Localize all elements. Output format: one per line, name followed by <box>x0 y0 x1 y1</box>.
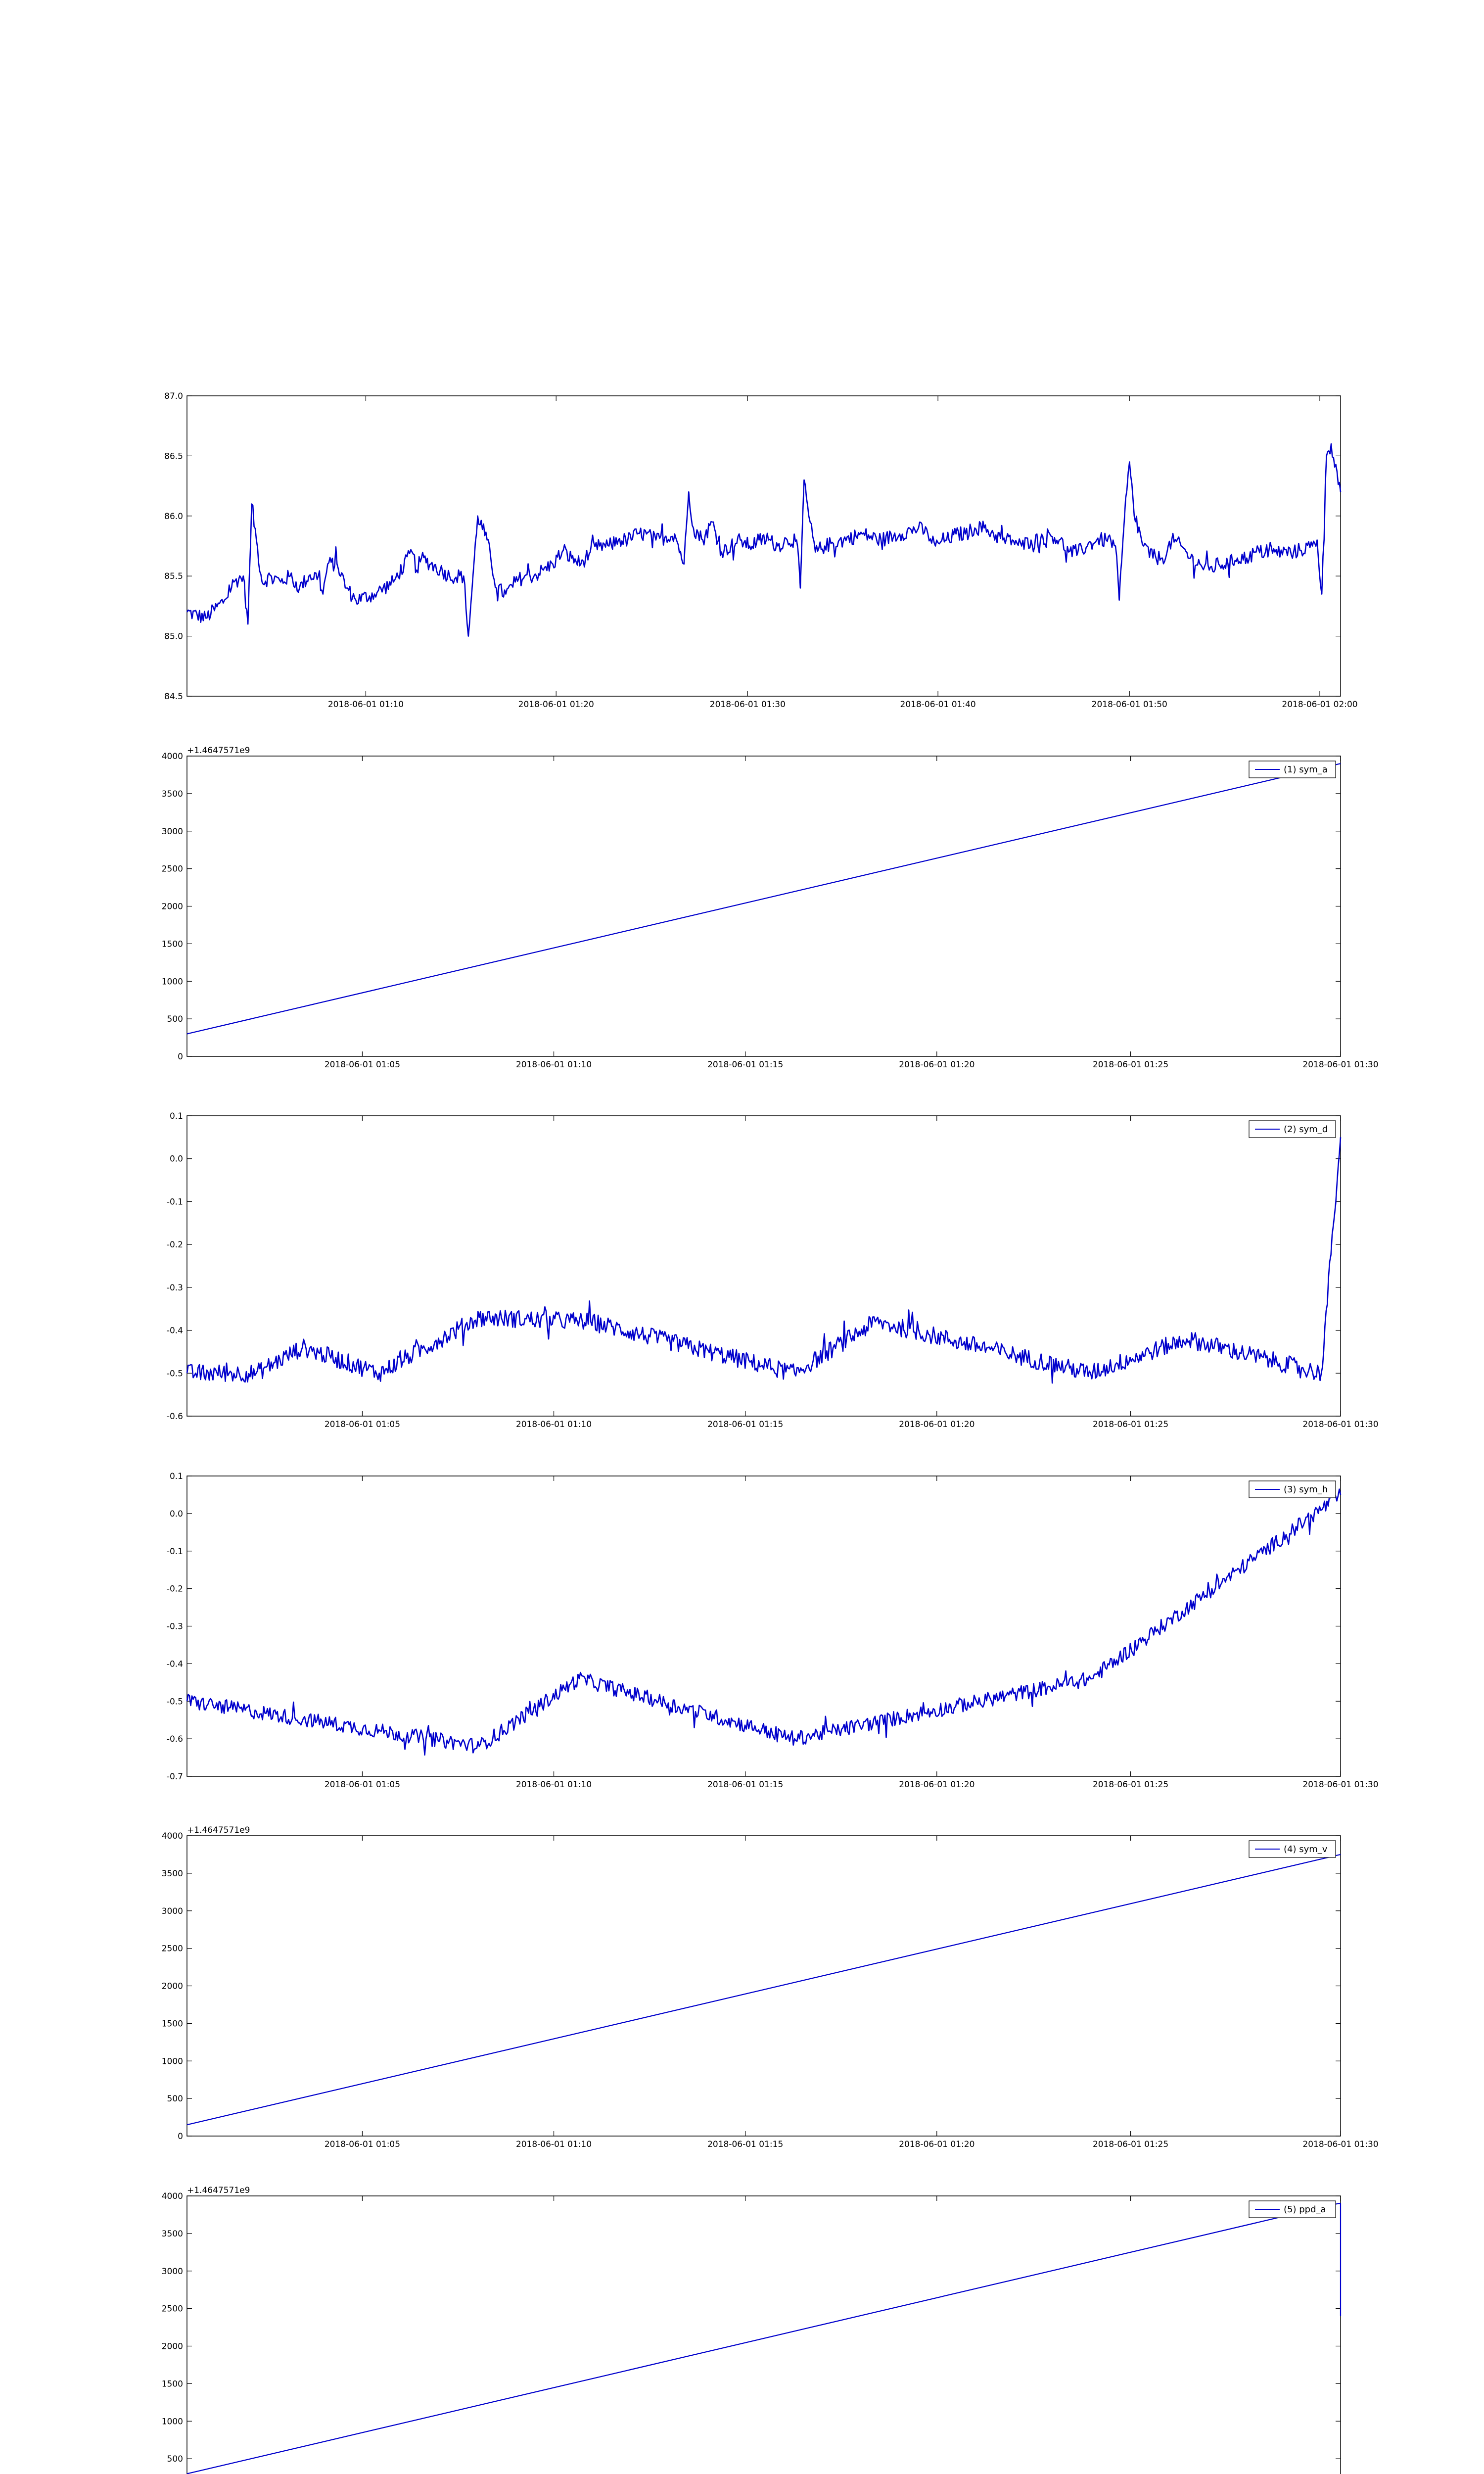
axes-frame <box>187 1476 1341 1776</box>
legend <box>1249 2201 1336 2218</box>
y-tick-label: 1500 <box>161 939 183 950</box>
y-tick-label: -0.2 <box>166 1240 183 1250</box>
y-tick-label: 4000 <box>161 752 183 761</box>
x-tick-label: 2018-06-01 01:20 <box>518 700 594 710</box>
y-tick-label: 2500 <box>161 864 183 874</box>
y-tick-label: -0.6 <box>166 1734 183 1745</box>
axes-frame <box>187 1836 1341 2136</box>
x-tick-label: 2018-06-01 01:20 <box>899 1060 975 1070</box>
y-tick-label: 0.1 <box>169 1111 183 1121</box>
y-tick-label: 1500 <box>161 2379 183 2389</box>
y-tick-label: 2000 <box>161 902 183 912</box>
legend-label: (1) sym_a <box>1284 764 1328 775</box>
y-tick-label: 0.1 <box>169 1472 183 1481</box>
legend-label: (5) ppd_a <box>1284 2204 1326 2215</box>
x-tick-label: 2018-06-01 01:20 <box>899 1420 975 1429</box>
axes-frame <box>187 756 1341 1056</box>
series-line <box>187 1855 1341 2125</box>
panel-5 <box>162 1825 1379 2149</box>
y-tick-label: -0.6 <box>166 1412 183 1422</box>
x-tick-label: 2018-06-01 01:05 <box>324 1060 401 1070</box>
legend <box>1249 1481 1336 1498</box>
y-tick-label: 500 <box>167 2454 183 2465</box>
x-tick-label: 2018-06-01 01:20 <box>899 1780 975 1790</box>
x-tick-label: 2018-06-01 01:15 <box>707 1060 784 1070</box>
series-line <box>187 444 1341 636</box>
x-tick-label: 2018-06-01 01:10 <box>515 1780 592 1790</box>
y-tick-label: 3500 <box>161 2229 183 2239</box>
y-tick-label: 2000 <box>161 2341 183 2352</box>
x-tick-label: 2018-06-01 01:30 <box>709 700 786 710</box>
y-tick-label: 3000 <box>161 1906 183 1916</box>
x-tick-label: 2018-06-01 01:50 <box>1091 700 1167 710</box>
x-tick-label: 2018-06-01 01:10 <box>515 1060 592 1070</box>
x-tick-label: 2018-06-01 01:10 <box>515 1420 592 1429</box>
panel-1 <box>164 391 1357 710</box>
x-tick-label: 2018-06-01 01:25 <box>1092 1060 1169 1070</box>
panel-4 <box>167 1472 1379 1790</box>
y-tick-label: 4000 <box>161 1831 183 1841</box>
x-tick-label: 2018-06-01 01:05 <box>324 1420 401 1429</box>
legend-label: (4) sym_v <box>1284 1844 1328 1855</box>
y-tick-label: 3000 <box>161 826 183 837</box>
y-tick-label: 84.5 <box>164 692 183 702</box>
y-tick-label: -0.5 <box>166 1369 183 1379</box>
offset-text: +1.4647571e9 <box>187 2186 250 2195</box>
x-tick-label: 2018-06-01 01:10 <box>515 2140 592 2149</box>
x-tick-label: 2018-06-01 01:15 <box>707 1780 784 1790</box>
y-tick-label: 1000 <box>161 2056 183 2067</box>
x-tick-label: 2018-06-01 01:05 <box>324 2140 401 2149</box>
x-tick-label: 2018-06-01 01:25 <box>1092 1420 1169 1429</box>
y-tick-label: 85.0 <box>164 631 183 642</box>
y-tick-label: 1000 <box>161 2417 183 2427</box>
panel-3 <box>167 1111 1379 1429</box>
y-tick-label: 500 <box>167 1014 183 1025</box>
panel-6 <box>162 2186 1379 2474</box>
legend <box>1249 761 1336 778</box>
legend <box>1249 1841 1336 1857</box>
y-tick-label: 86.0 <box>164 511 183 522</box>
y-tick-label: 1000 <box>161 977 183 987</box>
x-tick-label: 2018-06-01 01:40 <box>900 700 976 710</box>
y-tick-label: 0.0 <box>169 1509 183 1519</box>
x-tick-label: 2018-06-01 01:15 <box>707 2140 784 2149</box>
series-line <box>187 1137 1341 1383</box>
legend <box>1249 1121 1336 1138</box>
y-tick-label: 87.0 <box>164 391 183 401</box>
x-tick-label: 2018-06-01 01:30 <box>1302 2140 1379 2149</box>
y-tick-label: 0 <box>178 2132 183 2141</box>
y-tick-label: 0 <box>178 1052 183 1062</box>
legend-label: (3) sym_h <box>1284 1484 1328 1495</box>
y-tick-label: 1500 <box>161 2019 183 2029</box>
y-tick-label: -0.5 <box>166 1697 183 1707</box>
legend-label: (2) sym_d <box>1284 1124 1328 1135</box>
y-tick-label: -0.1 <box>166 1546 183 1557</box>
series-line <box>187 2203 1341 2474</box>
x-tick-label: 2018-06-01 01:10 <box>327 700 404 710</box>
y-tick-label: 86.5 <box>164 451 183 462</box>
x-tick-label: 2018-06-01 01:20 <box>899 2140 975 2149</box>
y-tick-label: 2500 <box>161 2304 183 2314</box>
x-tick-label: 2018-06-01 02:00 <box>1282 700 1358 710</box>
y-tick-label: 2500 <box>161 1944 183 1954</box>
panel-2 <box>162 746 1379 1070</box>
x-tick-label: 2018-06-01 01:15 <box>707 1420 784 1429</box>
series-line <box>187 1489 1341 1755</box>
y-tick-label: 3500 <box>161 789 183 799</box>
y-tick-label: -0.2 <box>166 1584 183 1594</box>
y-tick-label: 500 <box>167 2094 183 2104</box>
offset-text: +1.4647571e9 <box>187 1825 250 1835</box>
y-tick-label: -0.3 <box>166 1283 183 1293</box>
y-tick-label: 85.5 <box>164 571 183 582</box>
y-tick-label: -0.1 <box>166 1197 183 1207</box>
axes-frame <box>187 2196 1341 2474</box>
series-line <box>187 763 1341 1034</box>
x-tick-label: 2018-06-01 01:30 <box>1302 1420 1379 1429</box>
offset-text: +1.4647571e9 <box>187 746 250 756</box>
y-tick-label: 2000 <box>161 1981 183 1992</box>
x-tick-label: 2018-06-01 01:30 <box>1302 1060 1379 1070</box>
y-tick-label: -0.4 <box>166 1326 183 1336</box>
y-tick-label: -0.7 <box>166 1772 183 1782</box>
x-tick-label: 2018-06-01 01:25 <box>1092 1780 1169 1790</box>
y-tick-label: -0.4 <box>166 1659 183 1669</box>
y-tick-label: 4000 <box>161 2191 183 2201</box>
x-tick-label: 2018-06-01 01:30 <box>1302 1780 1379 1790</box>
y-tick-label: 3000 <box>161 2266 183 2277</box>
x-tick-label: 2018-06-01 01:25 <box>1092 2140 1169 2149</box>
x-tick-label: 2018-06-01 01:05 <box>324 1780 401 1790</box>
y-tick-label: 3500 <box>161 1868 183 1879</box>
y-tick-label: 0.0 <box>169 1154 183 1164</box>
y-tick-label: -0.3 <box>166 1621 183 1632</box>
